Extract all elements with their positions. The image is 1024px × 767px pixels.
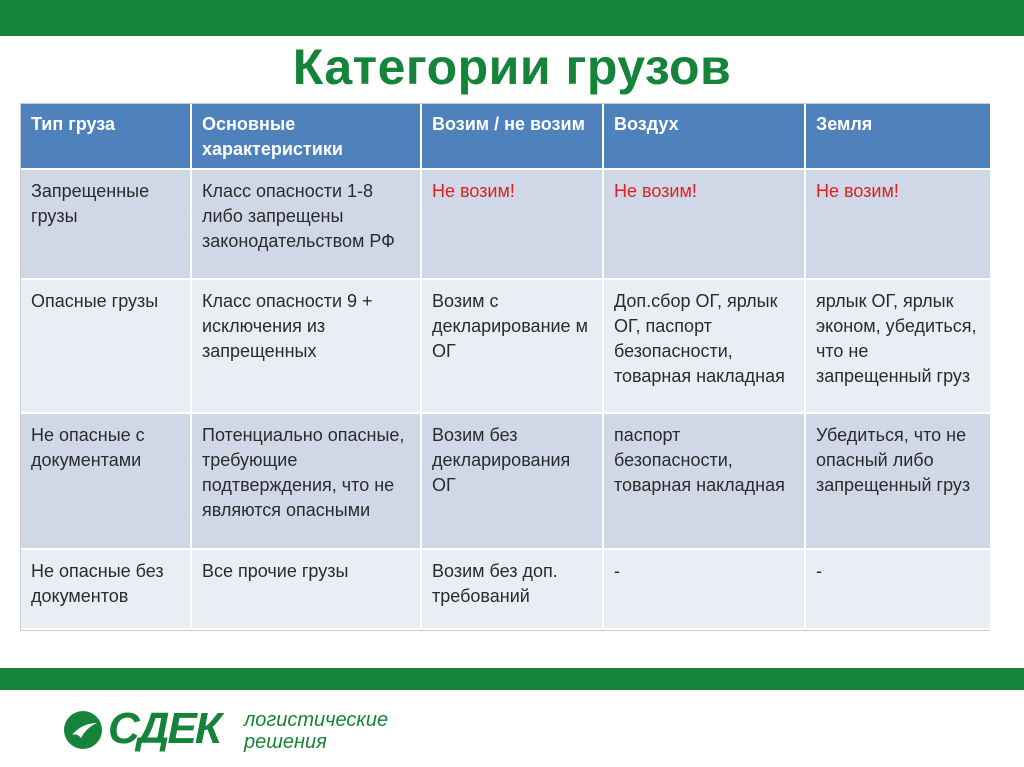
cell-carry-status: Возим с декларирование м ОГ <box>421 279 603 413</box>
logo-brand-name: СДЕК <box>108 704 220 753</box>
logo-tagline-line1: логистические <box>244 709 389 731</box>
cell-air: паспорт безопасности, товарная накладная <box>603 413 805 549</box>
cdek-swoosh-icon <box>64 711 102 749</box>
cell-carry-status: Не возим! <box>421 169 603 279</box>
cell-ground: Не возим! <box>805 169 991 279</box>
cell-air: Доп.сбор ОГ, ярлык ОГ, паспорт безопасности, товарная накладная <box>603 279 805 413</box>
cell-cargo-type: Не опасные без документов <box>21 549 191 629</box>
table-header-row <box>21 104 991 169</box>
cell-ground: ярлык ОГ, ярлык эконом, убедиться, что не запрещенный груз <box>805 279 991 413</box>
cell-characteristics: Класс опасности 1-8 либо запрещены законодательством РФ <box>191 169 421 279</box>
table-row <box>21 169 991 279</box>
logo-tagline-line2: решения <box>244 731 327 753</box>
cell-air: Не возим! <box>603 169 805 279</box>
cell-cargo-type: Опасные грузы <box>21 279 191 413</box>
cargo-categories-table <box>20 103 990 631</box>
top-green-bar <box>0 0 1024 36</box>
cell-carry-status: Возим без декларирования ОГ <box>421 413 603 549</box>
page-title: Категории грузов <box>292 39 732 95</box>
cell-characteristics: Потенциально опасные, требующие подтверждения, что не являются опасными <box>191 413 421 549</box>
cell-ground: Убедиться, что не опасный либо запрещенный груз <box>805 413 991 549</box>
bottom-green-bar <box>0 668 1024 690</box>
cell-cargo-type: Не опасные с документами <box>21 413 191 549</box>
table-row <box>21 413 991 549</box>
header-cargo-type: Тип груза <box>21 104 191 169</box>
cell-carry-status: Возим без доп. требований <box>421 549 603 629</box>
cell-cargo-type: Запрещенные грузы <box>21 169 191 279</box>
cell-ground: - <box>805 549 991 629</box>
logo-tagline <box>244 709 388 753</box>
header-ground: Земля <box>805 104 991 169</box>
table-row <box>21 279 991 413</box>
cell-characteristics: Все прочие грузы <box>191 549 421 629</box>
cell-air: - <box>603 549 805 629</box>
cdek-logo <box>64 704 424 753</box>
table-row <box>21 549 991 629</box>
header-carry-or-not: Возим / не возим <box>421 104 603 169</box>
cell-characteristics: Класс опасности 9 + исключения из запрещенных <box>191 279 421 413</box>
header-air: Воздух <box>603 104 805 169</box>
header-main-characteristics: Основные характеристики <box>191 104 421 169</box>
